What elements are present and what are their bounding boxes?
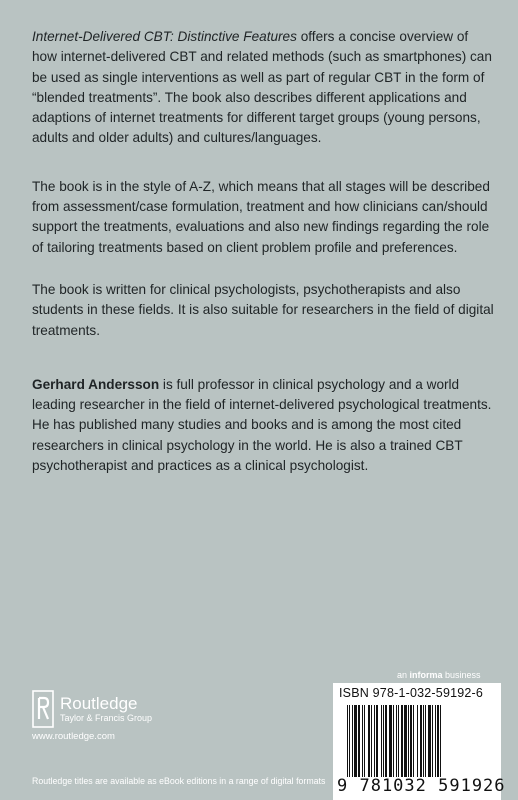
barcode-bar [404, 705, 407, 777]
barcode-bar [362, 705, 363, 777]
barcode-bar [371, 705, 372, 777]
publisher-name: Routledge [60, 693, 138, 713]
barcode-bar [354, 705, 357, 777]
routledge-logo-icon [32, 690, 54, 728]
barcode-bar [393, 705, 394, 777]
barcode-bar [368, 705, 370, 777]
barcode-digits: 9 781032 591926 [337, 776, 506, 796]
publisher-group: Taylor & Francis Group [60, 712, 153, 723]
book-title-italic: Internet-Delivered CBT: Distinctive Features [32, 29, 297, 44]
barcode-bar [423, 705, 424, 777]
barcode-bar [398, 705, 399, 777]
barcode-bar [358, 705, 360, 777]
barcode-bar [417, 705, 418, 777]
barcode-bar [385, 705, 387, 777]
barcode-bar [349, 705, 350, 777]
barcode-bar [440, 705, 441, 777]
paragraph-author-bio [32, 375, 494, 476]
barcode-bar [347, 705, 348, 777]
barcode-bar [420, 705, 422, 777]
barcode-bar [383, 705, 384, 777]
back-cover-description [32, 27, 494, 500]
barcode-bar [376, 705, 378, 777]
informa-business-tag: an informa business [397, 670, 481, 680]
publisher-logo-block [32, 690, 152, 728]
barcode-bar [374, 705, 375, 777]
barcode-bar [428, 705, 431, 777]
ebook-footnote: Routledge titles are available as eBook editions in a range of digital formats [32, 776, 326, 786]
barcode-bar [401, 705, 403, 777]
barcode-bars [347, 705, 487, 777]
barcode-bar [437, 705, 439, 777]
isbn-barcode [333, 683, 506, 800]
publisher-website: www.routledge.com [32, 731, 115, 742]
barcode-bar [396, 705, 397, 777]
barcode-bar [410, 705, 412, 777]
barcode-bar [425, 705, 426, 777]
barcode-bar [432, 705, 433, 777]
barcode-bar [364, 705, 365, 777]
overview-text: offers a concise overview of how internet-delivered CBT and related methods (such as smartphones) can be used as single interventions as well as part of regular CBT in the form of “blended treatments”. The book also describes different applications and adaptions of internet treatments for different target groups (young persons, adults and older adults) and cultures/languages. [32, 29, 492, 146]
barcode-bar [381, 705, 382, 777]
paragraph-style: The book is in the style of A-Z, which means that all stages will be described from assessment/case formulation, treatment and how clinicians can/should support the treatments, evaluations and also new findings regarding the role of tailoring treatments based on client problem profile and preferences. [32, 178, 490, 255]
paragraph-overview [32, 27, 494, 149]
barcode-bar [352, 705, 353, 777]
author-name: Gerhard Andersson [32, 376, 160, 392]
barcode-bar [435, 705, 436, 777]
barcode-bar [408, 705, 409, 777]
informa-brand: informa [409, 670, 443, 680]
isbn-number: ISBN 978-1-032-59192-6 [339, 686, 484, 700]
barcode-bar [389, 705, 392, 777]
author-bio-text: is full professor in clinical psychology and a world leading researcher in the field of internet-delivered psychological treatments. He has published many studies and books and is among the most cited researchers in clinical psychology in the world. He is also a trained CBT psychotherapist and practices as a clinical psychologist. [32, 376, 492, 474]
barcode-bar [413, 705, 414, 777]
paragraph-audience: The book is written for clinical psychologists, psychotherapists and also students in these fields. It is also suitable for researchers in the field of digital treatments. [32, 281, 494, 338]
